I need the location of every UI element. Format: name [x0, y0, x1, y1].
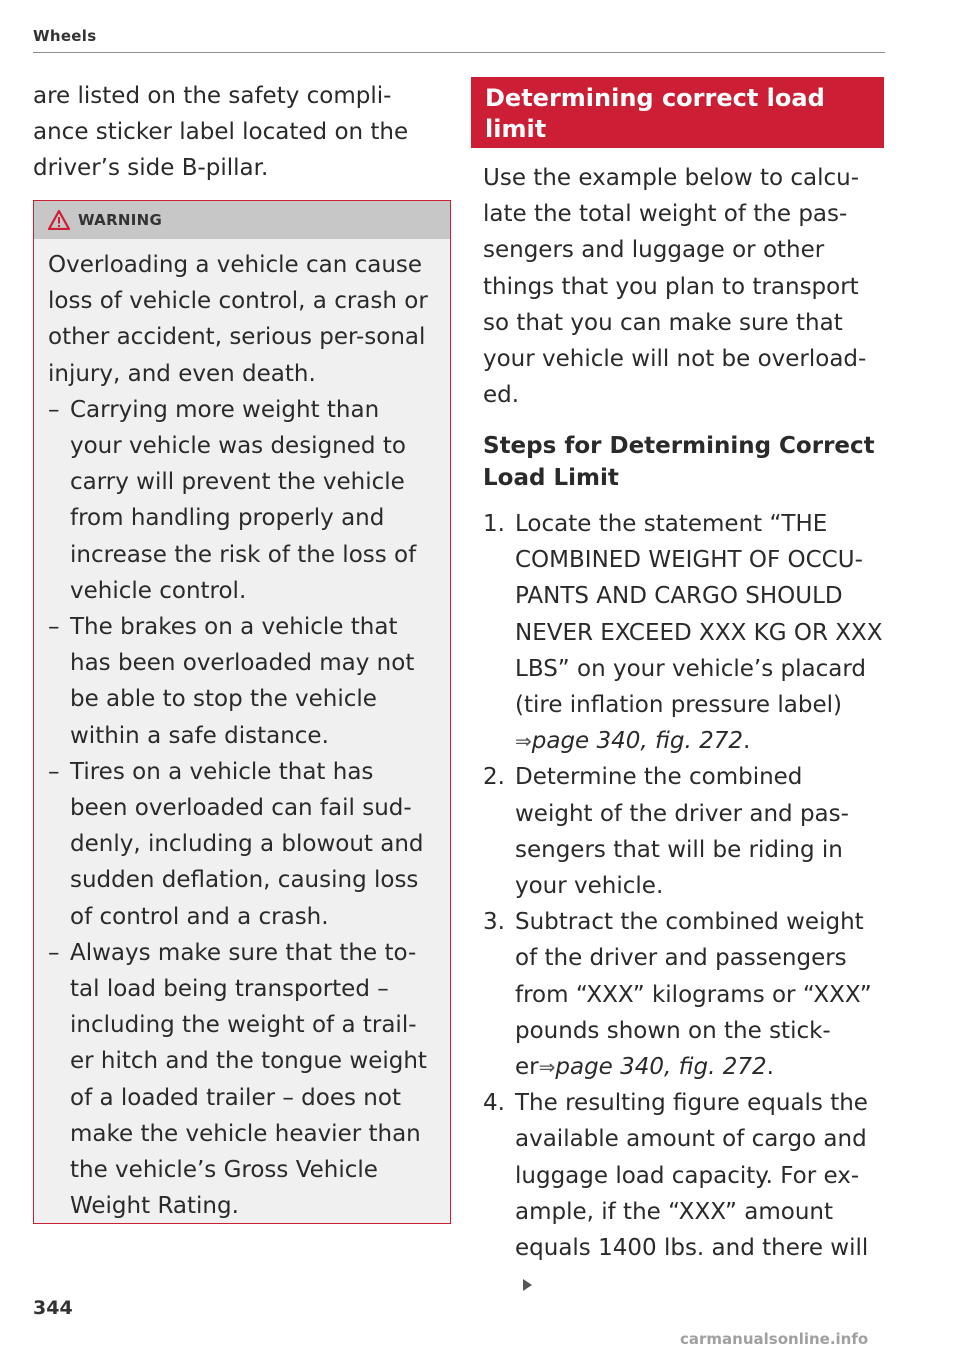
arrow-right-icon: ⇒: [538, 1055, 556, 1080]
warning-item: – The brakes on a vehicle that has been overloaded may not be able to stop the vehicle within a safe distance.: [48, 614, 415, 749]
left-intro-text: [33, 78, 453, 187]
step-number: 4.: [483, 1090, 505, 1117]
step-item: [483, 1085, 885, 1302]
warning-body: [34, 239, 450, 1224]
step-item: 1. Locate the statement “THE COMBINED WEIGHT OF OCCU-PANTS AND CARGO SHOULD NEVER EXCEED XXX KG OR XXX LBS” on your vehicle’s placard (tire inflation pressure label) ⇒page 340, fig. 272.: [483, 506, 885, 759]
continued-triangle-icon: [523, 1279, 532, 1291]
intro-line: ance sticker label located on the: [33, 119, 409, 146]
warning-item: – Carrying more weight than your vehicle was designed to carry will prevent the vehicle from handling properly and increase the risk of the loss of vehicle control.: [48, 396, 417, 604]
page-reference-link[interactable]: page 340, fig. 272: [555, 1054, 767, 1081]
warning-list: [48, 392, 438, 1225]
step-item: [483, 759, 885, 904]
watermark: carmanualsonline.info: [680, 1330, 869, 1348]
step-item: 3. Subtract the combined weight of the driver and passengers from “XXX” kilograms or “XXX” pounds shown on the stick-er⇒page 340, fig. 272.: [483, 904, 885, 1085]
steps-list: [483, 506, 885, 1302]
page-reference-link[interactable]: page 340, fig. 272: [531, 728, 744, 755]
header-divider: [33, 52, 885, 53]
warning-intro: Overloading a vehicle can cause loss of vehicle control, a crash or other accident, serious per-sonal injury, and even death.: [48, 252, 428, 387]
warning-header: [34, 201, 450, 239]
step-text: Locate the statement “THE COMBINED WEIGHT OF OCCU-PANTS AND CARGO SHOULD NEVER EXCEED XXX KG OR XXX LBS” on your vehicle’s placard (tire inflation pressure label): [515, 511, 883, 719]
intro-line: driver’s side B-pillar.: [33, 155, 269, 182]
section-intro-text: Use the example below to calcu-late the total weight of the pas-sengers and luggage or other things that you plan to transport so that you can make sure that your vehicle will not be overload-ed.: [483, 165, 867, 409]
section-intro: [483, 160, 885, 413]
section-title: Determining correct load limit: [471, 77, 884, 148]
arrow-right-icon: ⇒: [515, 729, 532, 754]
running-header: Wheels: [33, 27, 97, 45]
step-number: 3.: [483, 909, 505, 936]
step-number: 1.: [483, 511, 505, 537]
page-number: 344: [33, 1297, 73, 1319]
warning-item: – Tires on a vehicle that has been overloaded can fail sud-denly, including a blowout and sudden deflation, causing loss of control and a crash.: [48, 758, 424, 930]
warning-item: – Always make sure that the to-tal load being transported – including the weight of a trail-er hitch and the tongue weight of a loaded trailer – does not make the vehicle heavier than the vehicle’s Gross Vehicle Weight Rating.: [48, 939, 427, 1220]
step-text: Subtract the combined weight of the driver and passengers from “XXX” kilograms or “XXX” pounds shown on the stick-er: [515, 909, 872, 1081]
warning-box: [33, 200, 451, 1224]
warning-label: WARNING: [78, 211, 163, 229]
step-text: Determine the combined weight of the driver and pas-sengers that will be riding in your vehicle.: [515, 764, 849, 900]
warning-triangle-icon: [48, 210, 70, 230]
steps-heading: Steps for Determining Correct Load Limit: [483, 433, 875, 491]
step-number: 2.: [483, 764, 505, 791]
step-text: The resulting figure equals the available amount of cargo and luggage load capacity. For ex-ample, if the “XXX” amount equals 1400 lbs. and there will: [515, 1090, 869, 1262]
intro-line: are listed on the safety compli-: [33, 83, 392, 109]
